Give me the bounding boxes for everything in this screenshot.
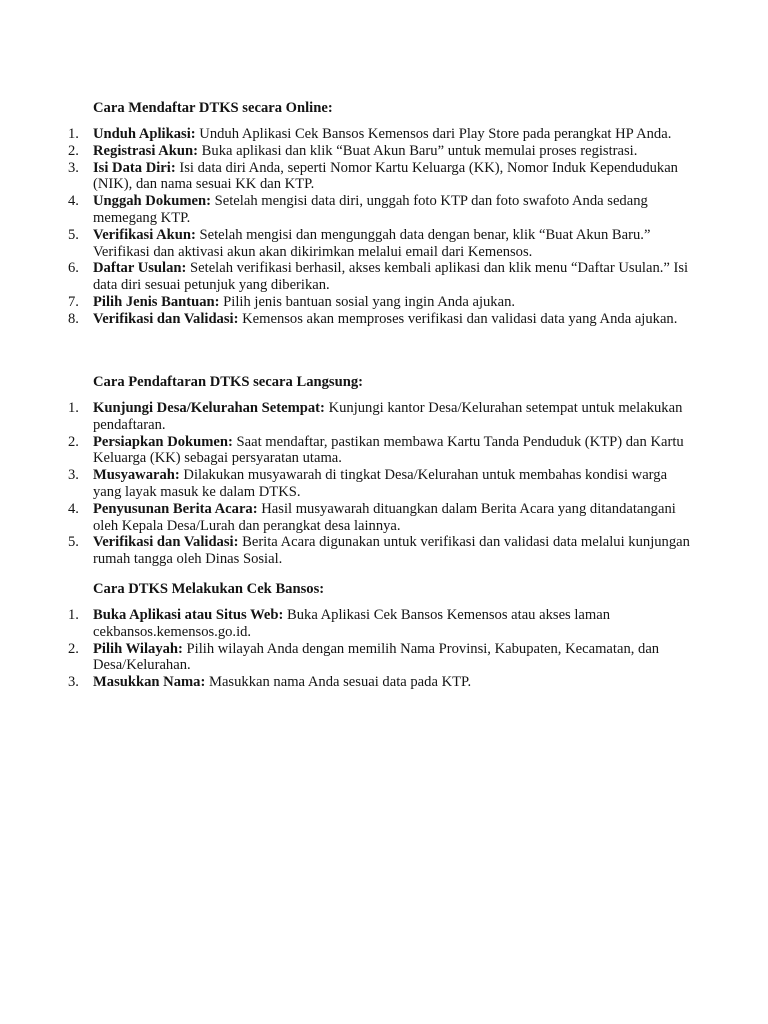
item-label: Persiapkan Dokumen: [93,433,233,450]
item-number: 4. [68,500,79,517]
section-title-cek-bansos: Cara DTKS Melakukan Cek Bansos: [93,581,325,597]
item-label: Isi Data Diri: [93,159,176,176]
item-label: Unduh Aplikasi: [93,126,196,142]
item-text: Unduh Aplikasi Cek Bansos Kemensos dari Play Store pada perangkat HP Anda. [199,126,672,142]
item-number: 3. [68,467,79,484]
item-label: Pilih Jenis Bantuan: [93,293,220,310]
list-item [0,607,690,641]
offline-steps-list [0,400,690,568]
item-label: Registrasi Akun: [93,142,199,159]
item-text: Pilih wilayah Anda dengan memilih Nama Provinsi, Kabupaten, Kecamatan, dan Desa/Kelurahan. [93,640,660,674]
item-number: 5. [68,534,79,551]
item-text: Buka Aplikasi Cek Bansos Kemensos atau akses laman cekbansos.kemensos.go.id. [93,607,611,640]
item-label: Verifikasi dan Validasi: [93,534,239,551]
item-label: Daftar Usulan: [93,260,187,277]
item-label: Penyusunan Berita Acara: [93,500,258,517]
item-label: Musyawarah: [93,467,180,484]
item-number: 1. [68,126,79,142]
list-item [0,501,690,535]
item-label: Kunjungi Desa/Kelurahan Setempat: [93,400,325,416]
list-item [0,193,690,227]
list-item [0,534,690,568]
item-label: Buka Aplikasi atau Situs Web: [93,607,284,623]
item-text: Setelah verifikasi berhasil, akses kembali aplikasi dan klik menu “Daftar Usulan.” Isi data diri sesuai petunjuk yang diberikan. [93,260,689,294]
list-item [0,400,690,434]
list-item [0,143,690,160]
item-label: Unggah Dokumen: [93,193,211,210]
list-item [0,434,690,468]
list-item [0,260,690,294]
item-number: 2. [68,142,79,159]
item-number: 5. [68,226,79,243]
item-text: Setelah mengisi dan mengunggah data dengan benar, klik “Buat Akun Baru.” Verifikasi dan aktivasi akun akan dikirimkan melalui email dari Kemensos. [93,226,651,260]
list-item [0,641,690,675]
section-title-online: Cara Mendaftar DTKS secara Online: [93,100,333,116]
item-text: Kemensos akan memproses verifikasi dan validasi data yang Anda ajukan. [242,310,678,327]
item-text: Buka aplikasi dan klik “Buat Akun Baru” untuk memulai proses registrasi. [201,142,638,159]
item-number: 8. [68,310,79,327]
item-text: Berita Acara digunakan untuk verifikasi dan validasi data melalui kunjungan rumah tangga oleh Dinas Sosial. [93,534,690,568]
item-text: Hasil musyawarah dituangkan dalam Berita Acara yang ditandatangani oleh Kepala Desa/Lurah dan perangkat desa lainnya. [93,500,676,534]
item-number: 1. [68,607,79,623]
list-item [0,227,690,261]
item-number: 1. [68,400,79,416]
item-number: 4. [68,193,79,210]
item-label: Pilih Wilayah: [93,640,183,657]
item-text: Masukkan nama Anda sesuai data pada KTP. [208,674,472,691]
item-text: Saat mendaftar, pastikan membawa Kartu Tanda Penduduk (KTP) dan Kartu Keluarga (KK) sebagai persyaratan utama. [93,433,684,467]
item-text: Setelah mengisi data diri, unggah foto KTP dan foto swafoto Anda sedang memegang KTP. [93,193,648,226]
list-item [0,467,690,501]
item-text: Dilakukan musyawarah di tingkat Desa/Kelurahan untuk membahas kondisi warga yang layak masuk ke dalam DTKS. [93,467,668,500]
item-text: Pilih jenis bantuan sosial yang ingin Anda ajukan. [223,293,516,310]
item-number: 2. [68,640,79,657]
list-item [0,294,690,311]
item-number: 3. [68,674,79,691]
list-item [0,126,690,143]
item-number: 3. [68,159,79,176]
item-number: 6. [68,260,79,277]
item-text: Kunjungi kantor Desa/Kelurahan setempat untuk melakukan pendaftaran. [93,400,683,433]
item-number: 7. [68,293,79,310]
item-label: Verifikasi Akun: [93,226,196,243]
item-label: Masukkan Nama: [93,674,206,691]
item-text: Isi data diri Anda, seperti Nomor Kartu Keluarga (KK), Nomor Induk Kependudukan (NIK), dan nama sesuai KK dan KTP. [93,159,678,193]
section-title-langsung: Cara Pendaftaran DTKS secara Langsung: [93,374,363,390]
item-number: 2. [68,433,79,450]
item-label: Verifikasi dan Validasi: [93,310,239,327]
list-item [0,160,690,194]
online-steps-list [0,126,690,328]
list-item [0,311,690,328]
list-item [0,674,690,691]
cek-bansos-steps-list [0,607,690,691]
